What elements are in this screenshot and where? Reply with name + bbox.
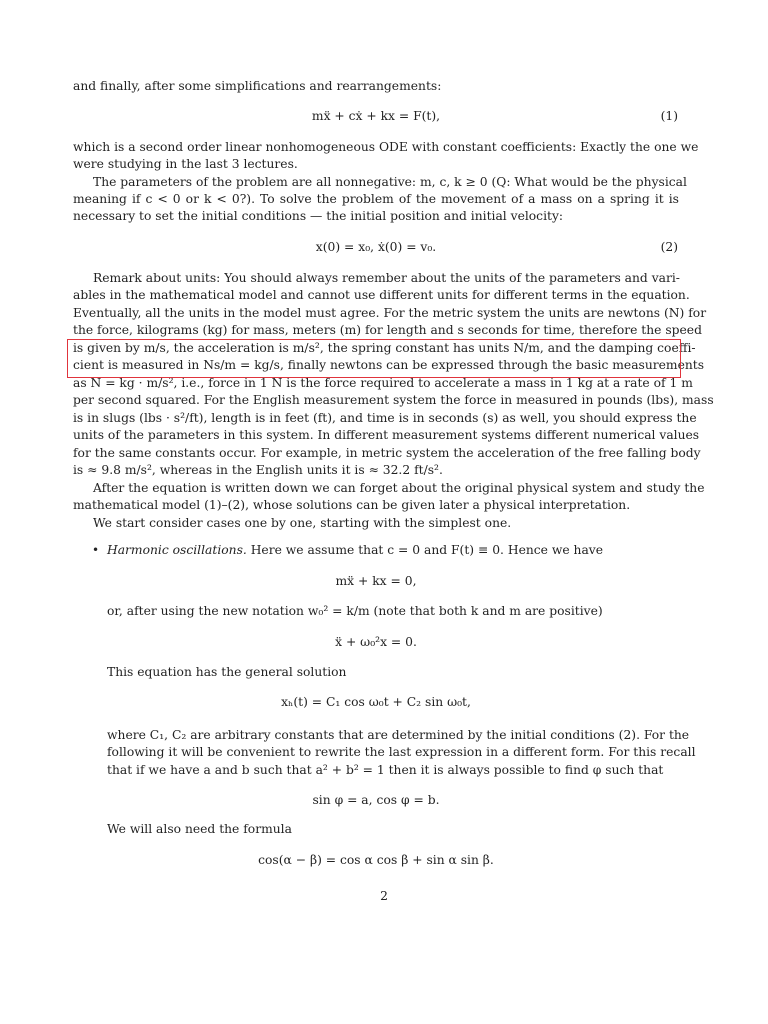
text-line: which is a second order linear nonhomogeneous ODE with constant coefficients: Exactly the one we: [73, 140, 699, 154]
text-line: the force, kilograms (kg) for mass, meters (m) for length and s seconds for time, therefore the speed: [73, 323, 702, 337]
text-line: following it will be convenient to rewrite the last expression in a different form. For this recall: [107, 745, 696, 759]
text-line: Remark about units: You should always remember about the units of the parameters and vari-: [93, 271, 680, 285]
text-line: is ≈ 9.8 m/s², whereas in the English units it is ≈ 32.2 ft/s².: [73, 463, 443, 477]
text-line: that if we have a and b such that a² + b² = 1 then it is always possible to find φ such that: [107, 763, 664, 777]
text-line: units of the parameters in this system. In different measurement systems different numerical values: [73, 428, 700, 442]
equation-4: ẍ + ω₀²x = 0.: [335, 635, 417, 649]
equation-7: cos(α − β) = cos α cos β + sin α sin β.: [258, 853, 494, 867]
equation-3: mẍ + kx = 0,: [335, 574, 417, 588]
text-line: meaning if c < 0 or k < 0?). To solve the problem of the movement of a mass on a spring it is: [73, 192, 679, 206]
bullet-line: [107, 542, 679, 559]
text-line: This equation has the general solution: [107, 665, 347, 679]
equation-6: sin φ = a, cos φ = b.: [312, 793, 440, 807]
text-line: mathematical model (1)–(2), whose solutions can be given later a physical interpretation.: [73, 498, 631, 512]
equation-2-number: (2): [660, 240, 678, 254]
text-line: and finally, after some simplifications and rearrangements:: [73, 79, 442, 93]
text-line: We start consider cases one by one, starting with the simplest one.: [93, 516, 512, 530]
equation-2: x(0) = x₀, ẋ(0) = v₀.: [315, 240, 437, 254]
equation-1: mẍ + cẋ + kx = F(t),: [311, 109, 441, 123]
text-line: cient is measured in Ns/m = kg/s, finally newtons can be expressed through the basic measurements: [73, 358, 705, 372]
text-line: or, after using the new notation w₀² = k/m (note that both k and m are positive): [107, 604, 603, 618]
text-line: where C₁, C₂ are arbitrary constants that are determined by the initial conditions (2). For the: [107, 728, 690, 742]
text-line: We will also need the formula: [107, 822, 292, 836]
text-line: for the same constants occur. For example, in metric system the acceleration of the free falling body: [73, 446, 701, 460]
bullet-title: Harmonic oscillations.: [107, 543, 247, 557]
text-line: After the equation is written down we can forget about the original physical system and study the: [93, 481, 705, 495]
text-line: per second squared. For the English measurement system the force in measured in pounds (lbs), mass: [73, 393, 714, 407]
equation-5: xₕ(t) = C₁ cos ω₀t + C₂ sin ω₀t,: [281, 695, 471, 709]
text-line: is in slugs (lbs · s²/ft), length is in feet (ft), and time is in seconds (s) as well, you should express the: [73, 411, 697, 425]
text-line: were studying in the last 3 lectures.: [73, 157, 298, 171]
equation-1-number: (1): [660, 109, 678, 123]
bullet-text: Here we assume that c = 0 and F(t) ≡ 0. Hence we have: [246, 543, 604, 557]
text-line: The parameters of the problem are all nonnegative: m, c, k ≥ 0 (Q: What would be the physical: [93, 175, 687, 189]
highlight-box: [67, 339, 705, 378]
bullet-marker: •: [92, 543, 100, 557]
text-line: ables in the mathematical model and cannot use different units for different terms in the equation.: [73, 288, 690, 302]
text-line: Eventually, all the units in the model must agree. For the metric system the units are newtons (N) for: [73, 306, 707, 320]
text-line: as N = kg · m/s², i.e., force in 1 N is the force required to accelerate a mass in 1 kg at a rate of 1 m: [73, 376, 693, 390]
text-line: necessary to set the initial conditions — the initial position and initial velocity:: [73, 209, 564, 223]
page-number: 2: [380, 889, 388, 903]
text-line: is given by m/s, the acceleration is m/s², the spring constant has units N/m, and the damping coeffi-: [73, 341, 696, 355]
